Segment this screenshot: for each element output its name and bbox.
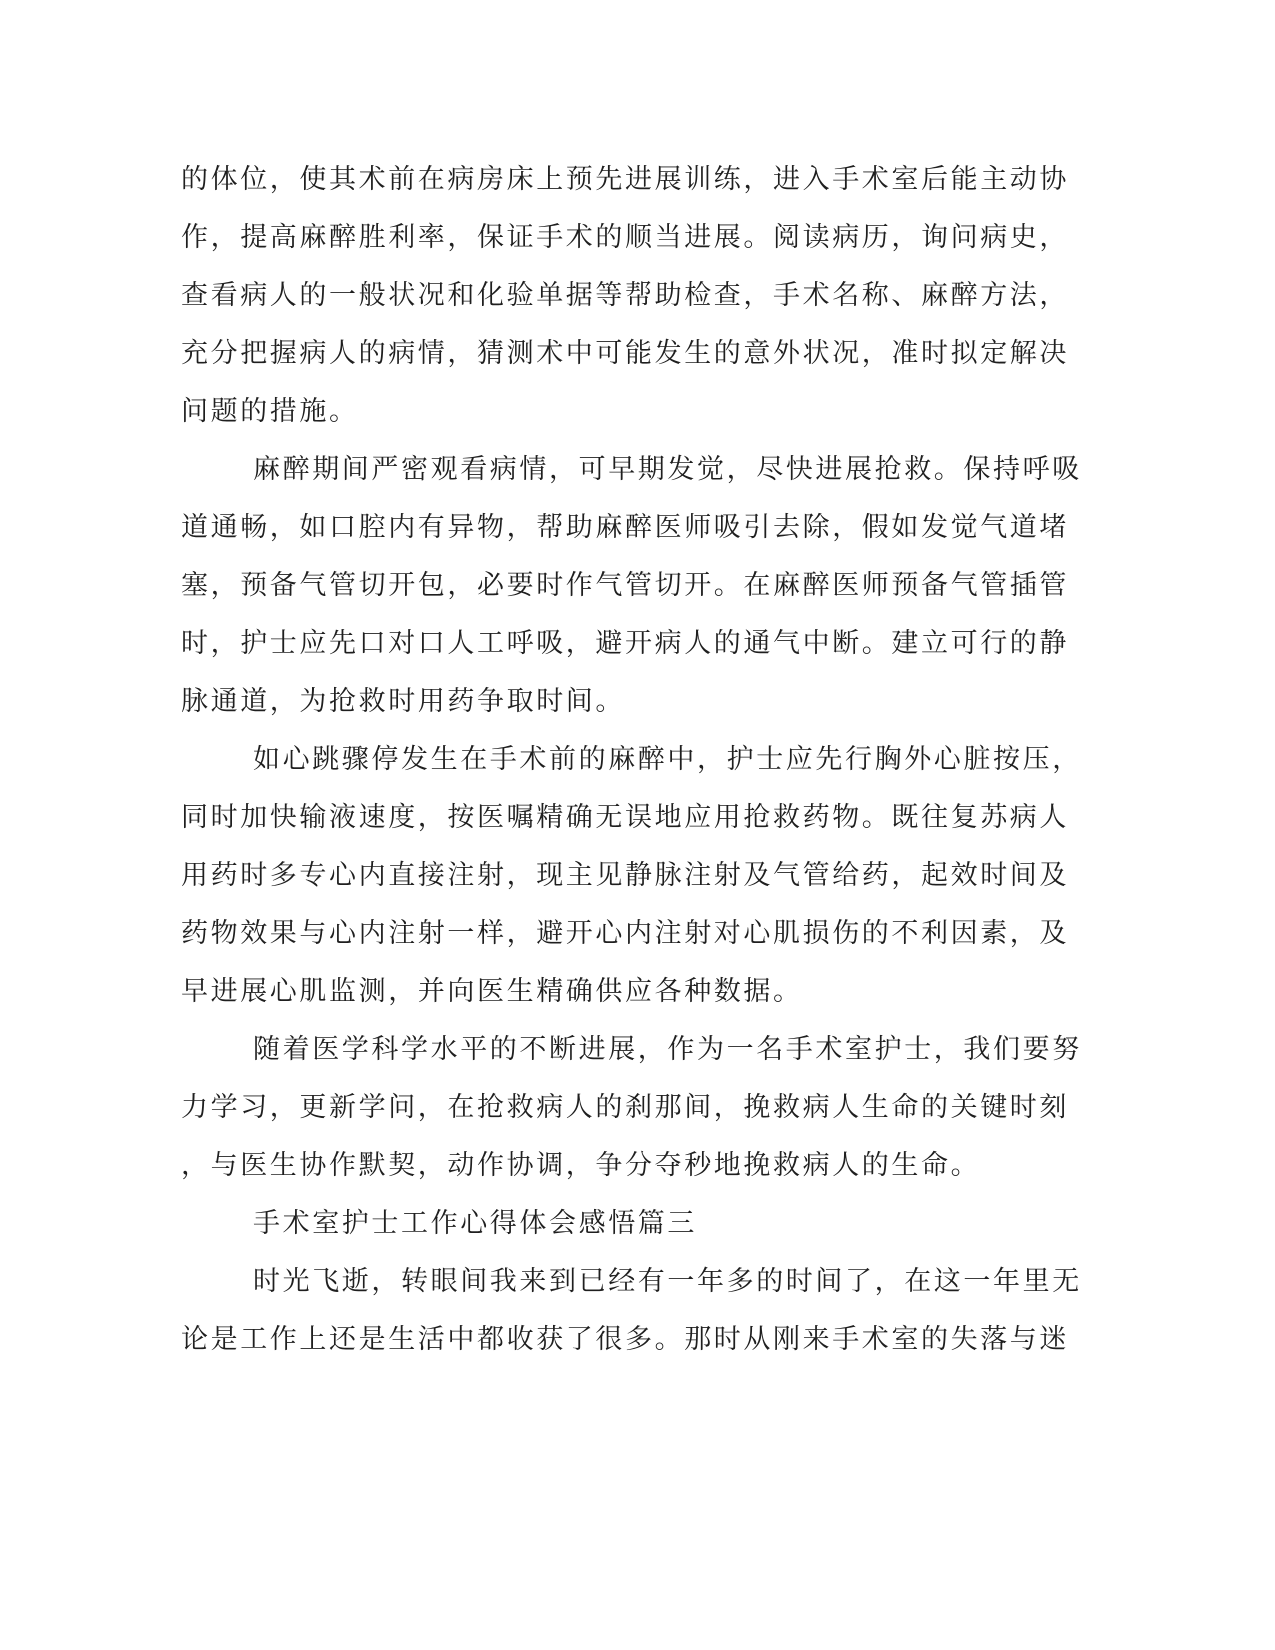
text-line: 同时加快输液速度，按医嘱精确无误地应用抢救药物。既往复苏病人	[181, 802, 1069, 833]
text-line: 时，护士应先口对口人工呼吸，避开病人的通气中断。建立可行的静	[181, 628, 1069, 659]
text-line: 道通畅，如口腔内有异物，帮助麻醉医师吸引去除，假如发觉气道堵	[181, 512, 1069, 543]
paragraph-first-line: 时光飞逝，转眼间我来到已经有一年多的时间了，在这一年里无	[253, 1266, 1082, 1297]
text-line: 脉通道，为抢救时用药争取时间。	[181, 686, 625, 717]
paragraph-first-line: 如心跳骤停发生在手术前的麻醉中，护士应先行胸外心脏按压，	[253, 744, 1082, 775]
section-heading: 手术室护士工作心得体会感悟篇三	[253, 1208, 697, 1239]
text-line: 用药时多专心内直接注射，现主见静脉注射及气管给药，起效时间及	[181, 860, 1069, 891]
text-line: 药物效果与心内注射一样，避开心内注射对心肌损伤的不利因素，及	[181, 918, 1069, 949]
paragraph-first-line: 随着医学科学水平的不断进展，作为一名手术室护士，我们要努	[253, 1034, 1082, 1065]
text-line: 作，提高麻醉胜利率，保证手术的顺当进展。阅读病历，询问病史，	[181, 222, 1069, 253]
paragraph-first-line: 麻醉期间严密观看病情，可早期发觉，尽快进展抢救。保持呼吸	[253, 454, 1082, 485]
text-line: 问题的措施。	[181, 396, 359, 427]
text-line: 塞，预备气管切开包，必要时作气管切开。在麻醉医师预备气管插管	[181, 570, 1069, 601]
text-line: 力学习，更新学问，在抢救病人的刹那间，挽救病人生命的关键时刻	[181, 1092, 1069, 1123]
text-line: 论是工作上还是生活中都收获了很多。那时从刚来手术室的失落与迷	[181, 1324, 1069, 1355]
text-line: 的体位，使其术前在病房床上预先进展训练，进入手术室后能主动协	[181, 164, 1069, 195]
text-line: 充分把握病人的病情，猜测术中可能发生的意外状况，准时拟定解决	[181, 338, 1069, 369]
text-line: ，与医生协作默契，动作协调，争分夺秒地挽救病人的生命。	[181, 1150, 981, 1181]
text-line: 查看病人的一般状况和化验单据等帮助检查，手术名称、麻醉方法，	[181, 280, 1069, 311]
text-line: 早进展心肌监测，并向医生精确供应各种数据。	[181, 976, 803, 1007]
